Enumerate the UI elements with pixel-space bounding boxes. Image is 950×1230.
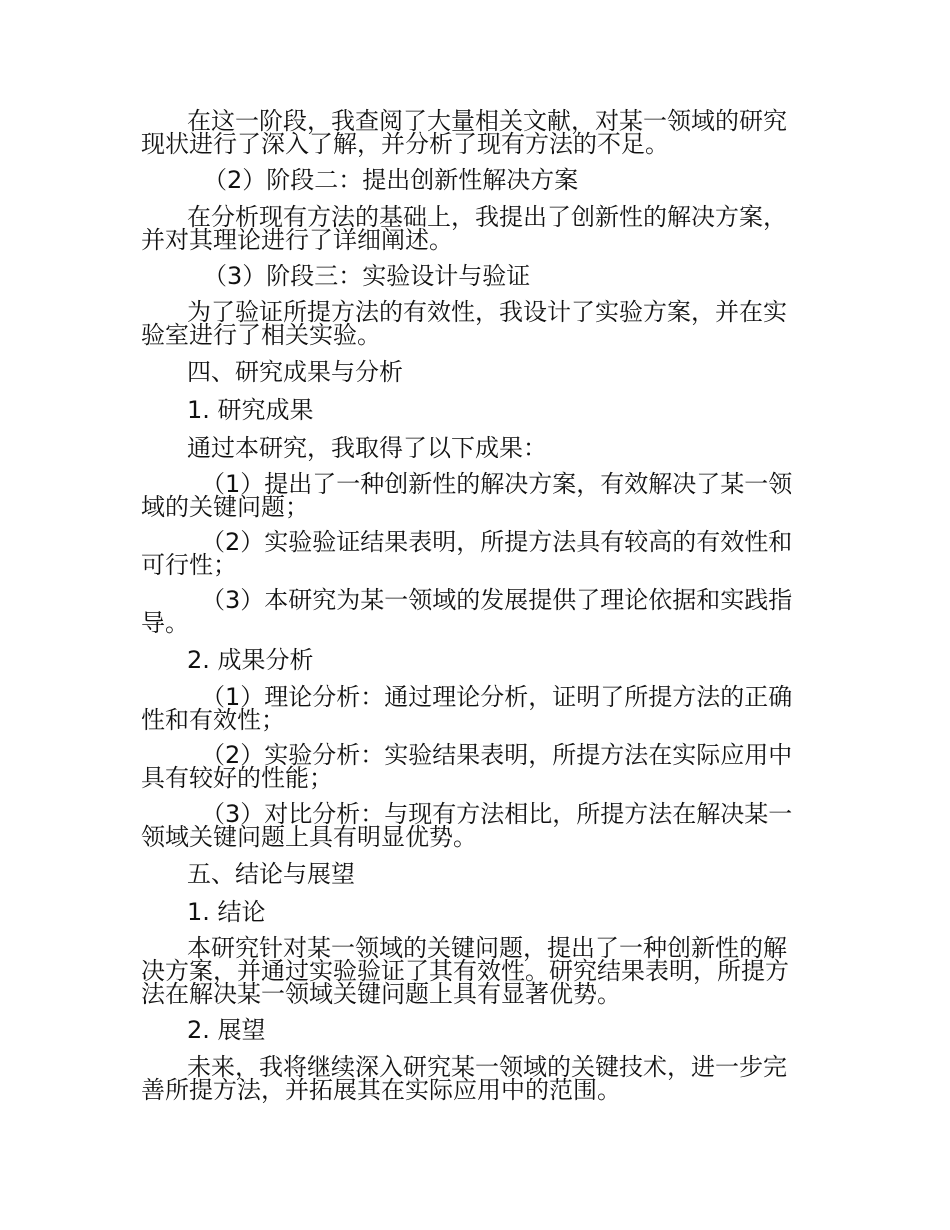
paragraph-stage2-body [141,203,809,254]
text-line: 领域关键问题上具有明显优势。 [141,823,477,851]
text-line: 性和有效性； [141,706,285,734]
list-item-analysis-2 [141,741,809,792]
text-line: （3）对比分析：与现有方法相比，所提方法在解决某一 [201,800,793,828]
text-line: 在这一阶段，我查阅了大量相关文献，对某一领域的研究 [187,107,787,135]
list-item-result-1 [141,470,809,521]
text-line: 可行性； [141,551,237,579]
text-line: 决方案，并通过实验验证了其有效性。研究结果表明，所提方 [141,957,789,985]
text-line: （2）实验验证结果表明，所提方法具有较高的有效性和 [201,528,793,556]
text-line: 现状进行了深入了解，并分析了现有方法的不足。 [141,130,669,158]
subheading-research-results: 1. 研究成果 [187,396,314,424]
heading-stage3: （3）阶段三：实验设计与验证 [203,262,531,290]
paragraph-conclusion-body [141,934,809,1008]
paragraph-outlook-body [141,1053,809,1104]
text-line: 域的关键问题； [141,493,309,521]
text-line: 导。 [141,609,189,637]
text-line: 未来，我将继续深入研究某一领域的关键技术，进一步完 [187,1053,787,1081]
subheading-conclusion: 1. 结论 [187,898,266,926]
paragraph-stage1-body [141,107,809,158]
heading-stage2: （2）阶段二：提出创新性解决方案 [203,166,579,194]
subheading-outlook: 2. 展望 [187,1016,266,1044]
text-line: （1）理论分析：通过理论分析，证明了所提方法的正确 [201,683,793,711]
text-line: 在分析现有方法的基础上，我提出了创新性的解决方案， [187,203,787,231]
section-heading-4: 四、研究成果与分析 [187,358,403,386]
text-line: 并对其理论进行了详细阐述。 [141,226,453,254]
text-line: 本研究针对某一领域的关键问题，提出了一种创新性的解 [187,934,787,962]
text-line: 具有较好的性能； [141,764,333,792]
list-item-result-3 [141,586,809,637]
list-item-analysis-1 [141,683,809,734]
list-item-result-2 [141,528,809,579]
paragraph-stage3-body [141,298,809,349]
text-line: 验室进行了相关实验。 [141,321,381,349]
paragraph-results-intro: 通过本研究，我取得了以下成果： [187,434,547,462]
list-item-analysis-3 [141,800,809,851]
subheading-results-analysis: 2. 成果分析 [187,646,314,674]
text-line: 法在解决某一领域关键问题上具有显著优势。 [141,980,621,1008]
text-line: （3）本研究为某一领域的发展提供了理论依据和实践指 [201,586,793,614]
text-line: 为了验证所提方法的有效性，我设计了实验方案，并在实 [187,298,787,326]
text-line: （1）提出了一种创新性的解决方案，有效解决了某一领 [201,470,793,498]
text-line: （2）实验分析：实验结果表明，所提方法在实际应用中 [201,741,793,769]
text-line: 善所提方法，并拓展其在实际应用中的范围。 [141,1076,621,1104]
section-heading-5: 五、结论与展望 [187,860,355,888]
